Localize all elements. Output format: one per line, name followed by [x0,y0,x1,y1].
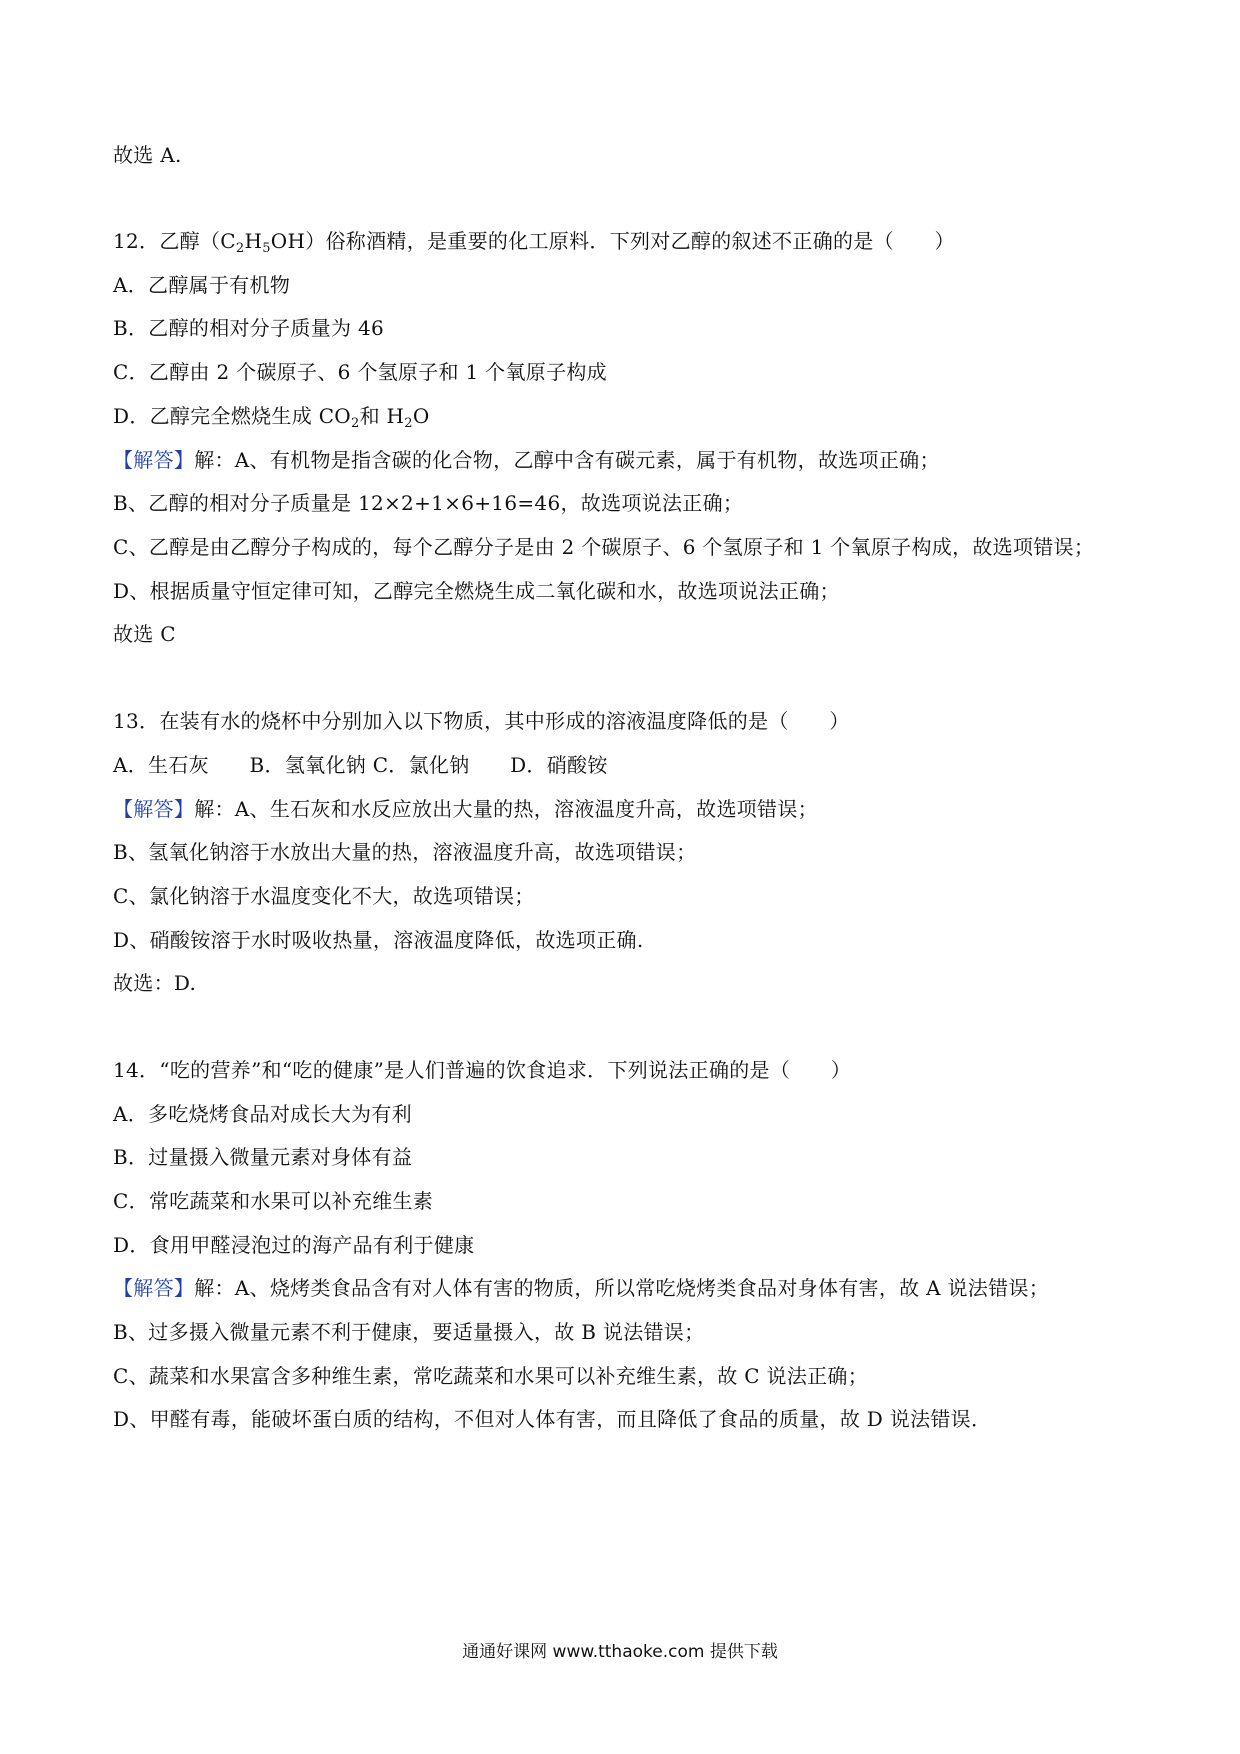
q13-conclusion: 故选：D. [113,971,197,995]
q13-stem: 13．在装有水的烧杯中分别加入以下物质，其中形成的溶液温度降低的是（ ） [113,709,850,733]
q13-answer-text-1: 解：A、生石灰和水反应放出大量的热，溶液温度升高，故选项错误； [194,797,818,821]
q12-answer-text-1: 解：A、有机物是指含碳的化合物，乙醇中含有碳元素，属于有机物，故选项正确； [194,448,940,472]
q12-conclusion: 故选 C [113,622,176,646]
q14-answer-line-4: D、甲醛有毒，能破坏蛋白质的结构，不但对人体有害，而且降低了食品的质量，故 D 说法错误． [113,1407,992,1431]
q12-stem-mid: H [244,229,263,253]
q12-option-d-post: O [412,404,430,428]
page-footer: 通通好课网 www.tthaoke.com 提供下载 [462,1642,778,1662]
q12-stem-sub2: 5 [262,241,271,256]
q12-answer-line-4: D、根据质量守恒定律可知，乙醇完全燃烧生成二氧化碳和水，故选项说法正确； [113,579,840,603]
q14-answer-line-3: C、蔬菜和水果富含多种维生素，常吃蔬菜和水果可以补充维生素，故 C 说法正确； [113,1364,869,1388]
q13-options: A．生石灰 B．氢氧化钠 C．氯化钠 D．硝酸铵 [113,753,608,777]
q12-option-d-pre: D．乙醇完全燃烧生成 CO [113,404,351,428]
q12-option-d-sub1: 2 [351,416,360,431]
q14-option-d: D．食用甲醛浸泡过的海产品有利于健康 [113,1233,475,1257]
q12-stem-post: OH）俗称酒精，是重要的化工原料．下列对乙醇的叙述不正确的是（ ） [270,229,955,253]
q14-answer-line-1 [113,1274,1049,1302]
q12-stem-sub1: 2 [235,241,245,256]
previous-conclusion: 故选 A. [113,143,182,167]
q12-answer-line-3: C、乙醇是由乙醇分子构成的，每个乙醇分子是由 2 个碳原子、6 个氢原子和 1 个氧原子构成，故选项错误； [113,535,1095,559]
q12-stem [113,227,955,255]
q14-answer-text-1: 解：A、烧烤类食品含有对人体有害的物质，所以常吃烧烤类食品对身体有害，故 A 说法错误； [194,1276,1050,1300]
q13-answer-line-1 [113,795,818,823]
q12-option-c: C．乙醇由 2 个碳原子、6 个氢原子和 1 个氧原子构成 [113,360,607,384]
q12-option-d [113,402,430,430]
q12-option-d-sub2: 2 [404,416,413,431]
q14-option-b: B．过量摄入微量元素对身体有益 [113,1145,413,1169]
q13-answer-tag: 【解答】 [113,797,195,821]
q14-answer-line-2: B、过多摄入微量元素不利于健康，要适量摄入，故 B 说法错误； [113,1320,705,1344]
q12-option-a: A．乙醇属于有机物 [113,273,291,297]
q12-answer-tag: 【解答】 [113,448,195,472]
q13-answer-line-2: B、氢氧化钠溶于水放出大量的热，溶液温度升高，故选项错误； [113,840,697,864]
q14-option-c: C．常吃蔬菜和水果可以补充维生素 [113,1189,434,1213]
q12-answer-line-1 [113,446,940,474]
q12-answer-line-2: B、乙醇的相对分子质量是 12×2+1×6+16=46，故选项说法正确； [113,491,744,515]
q12-option-b: B．乙醇的相对分子质量为 46 [113,316,385,340]
q14-stem: 14．“吃的营养”和“吃的健康”是人们普遍的饮食追求．下列说法正确的是（ ） [113,1058,852,1082]
q12-stem-pre: 12．乙醇（C [113,229,236,253]
q14-option-a: A．多吃烧烤食品对成长大为有利 [113,1102,412,1126]
q12-option-d-mid: 和 H [359,404,405,428]
q13-answer-line-3: C、氯化钠溶于水温度变化不大，故选项错误； [113,884,535,908]
q14-answer-tag: 【解答】 [113,1276,195,1300]
q13-answer-line-4: D、硝酸铵溶于水时吸收热量，溶液温度降低，故选项正确. [113,928,644,952]
